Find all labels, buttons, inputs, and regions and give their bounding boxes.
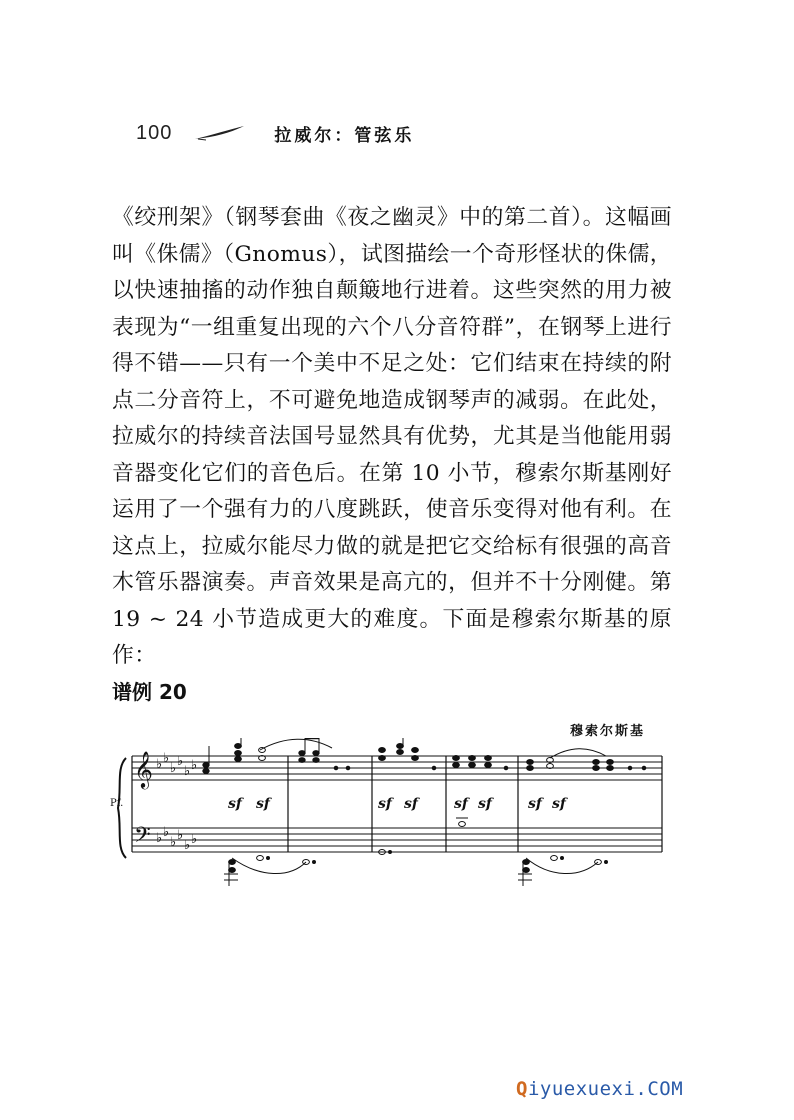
- svg-text:sf: sf: [256, 796, 270, 812]
- svg-text:sf: sf: [404, 796, 418, 812]
- body-text: [112, 200, 672, 675]
- barlines: [132, 756, 662, 852]
- svg-text:sf: sf: [378, 796, 392, 812]
- svg-text:♭: ♭: [170, 761, 177, 776]
- svg-text:♭: ♭: [170, 835, 177, 850]
- svg-text:sf: sf: [528, 796, 542, 812]
- treble-staff: [132, 756, 662, 780]
- svg-text:♭: ♭: [163, 751, 170, 766]
- svg-text:♭: ♭: [156, 831, 163, 846]
- watermark-initial: Q: [516, 1078, 528, 1100]
- treble-clef-icon: 𝄞: [134, 750, 153, 788]
- instrument-label: Pf.: [110, 798, 124, 809]
- svg-text:sf: sf: [552, 796, 566, 812]
- body-paragraph: 《绞刑架》（钢琴套曲《夜之幽灵》中的第二首）。这幅画叫《侏儒》（Gnomus），试图描绘一个奇形怪状的侏儒，以快速抽搐的动作独自颠簸地行进着。这些突然的用力被表现为“一组重复出现的六个八分音符群”，在钢琴上进行得不错——只有一个美中不足之处：它们结束在持续的附点二分音符上，不可避免地造成钢琴声的减弱。在此处，拉威尔的持续音法国号显然具有优势，尤其是当他能用弱音器变化它们的音色后。在第 10 小节，穆索尔斯基刚好运用了一个强有力的八度跳跃，使音乐变得对他有利。在这点上，拉威尔能尽力做的就是把它交给标有很强的高音木管乐器演奏。声音效果是高亢的，但并不十分刚健。第 19 ~ 24 小节造成更大的难度。下面是穆索尔斯基的原作：: [112, 205, 672, 668]
- site-watermark: [516, 1078, 683, 1100]
- page-number: 100: [136, 121, 173, 144]
- svg-text:sf: sf: [478, 796, 492, 812]
- music-score: [110, 738, 680, 888]
- quill-ornament-icon: [194, 125, 246, 141]
- bass-clef-icon: 𝄢: [134, 823, 151, 853]
- key-signature: [156, 751, 197, 853]
- svg-text:♭: ♭: [177, 828, 184, 843]
- svg-text:sf: sf: [228, 796, 242, 812]
- svg-text:sf: sf: [454, 796, 468, 812]
- bass-staff: [132, 828, 662, 852]
- watermark-text: iyuexuexi.COM: [527, 1078, 684, 1100]
- svg-text:♭: ♭: [184, 838, 191, 853]
- svg-text:♭: ♭: [191, 758, 198, 773]
- svg-text:♭: ♭: [156, 757, 163, 772]
- music-example-label: 谱例 20: [112, 680, 187, 704]
- running-header: [136, 118, 414, 148]
- svg-text:♭: ♭: [177, 754, 184, 769]
- svg-text:♭: ♭: [191, 832, 198, 847]
- composer-name: 穆索尔斯基: [570, 724, 646, 739]
- running-title: 拉威尔：管弦乐: [274, 125, 415, 146]
- svg-text:♭: ♭: [184, 764, 191, 779]
- svg-text:♭: ♭: [163, 825, 170, 840]
